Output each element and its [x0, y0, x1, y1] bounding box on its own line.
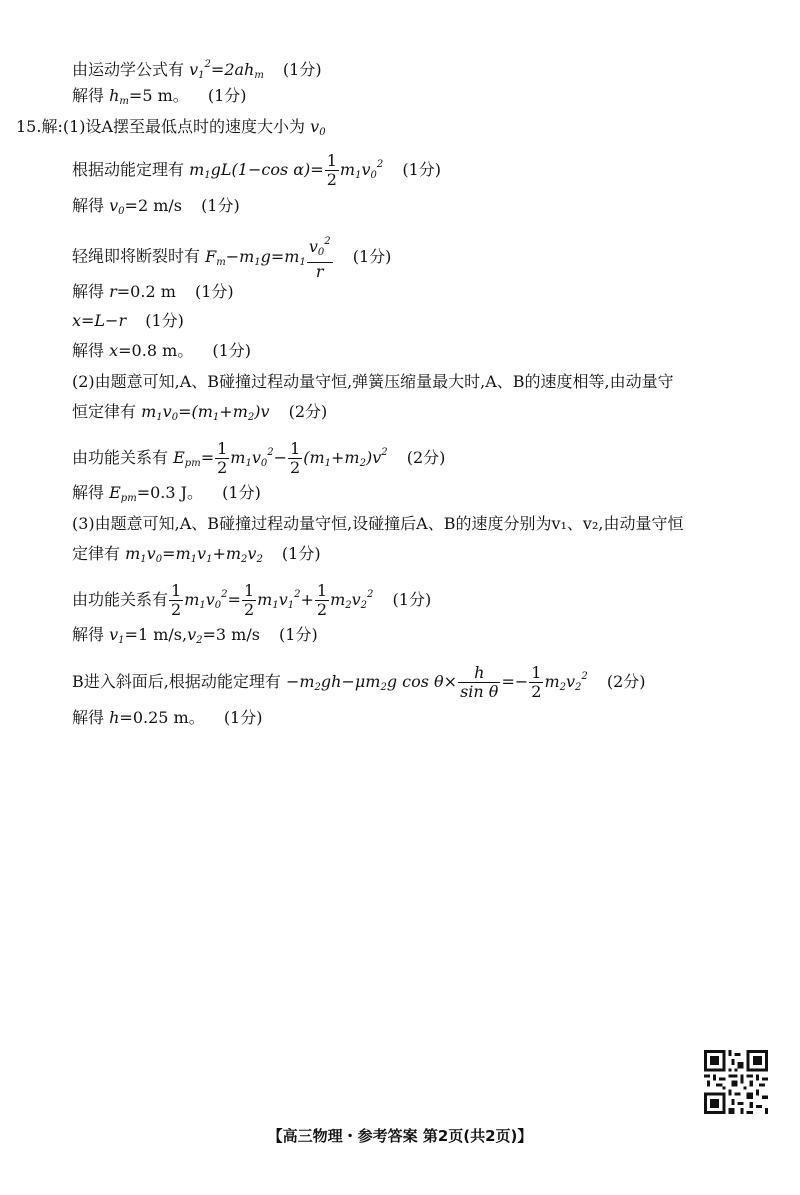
score: (2分) [606, 672, 646, 691]
answer-line: (2)由题意可知,A、B碰撞过程动量守恒,弹簧压缩量最大时,A、B的速度相等,由动量守 [72, 372, 674, 391]
score: (2分) [288, 402, 328, 421]
answer-line: 由功能关系有 $E_{pm}=$ $\frac{1}{2}$ $m_1v_0^2-$ $\frac{1}{2}$ $(m_1+m_2)v^2$ (2分) [72, 439, 446, 477]
score: (1分) [279, 625, 318, 644]
score: (1分) [392, 590, 432, 609]
score: (2分) [406, 448, 446, 467]
answer-line: 由运动学公式有 $v_1^2=2ah_m$ (1分) [72, 59, 322, 81]
score: (1分) [194, 282, 234, 301]
answer-line: 解得 $v_0=2$ m/s (1分) [72, 196, 240, 217]
answer-line: (3)由题意可知,A、B碰撞过程动量守恒,设碰撞后A、B的速度分别为v₁、v₂,由动量守恒 [72, 514, 684, 533]
score: (1分) [201, 196, 240, 215]
formula: $m_1gL(1-\cos$ α)= [189, 160, 324, 181]
answer-line: 轻绳即将断裂时有 $F_m-m_1g=m_1$ $\frac{v_0^2}{r}$ (1分) [72, 233, 391, 281]
answer-line: 定律有 $m_1v_0=m_1v_1+m_2v_2$ (1分) [72, 544, 321, 565]
answer-line: 由功能关系有 $\frac{1}{2}$ $m_1v_0^2=$ $\frac{1}{2}$ $m_1v_1^2+$ $\frac{1}{2}$ $m_2v_2^2$ (1分) [72, 581, 432, 619]
formula: $v_0$ [109, 196, 125, 217]
formula: $m_1v_0=m_1v_1+m_2v_2$ [125, 544, 263, 565]
qr-code [704, 1050, 768, 1114]
score: (1分) [352, 246, 392, 266]
page-footer: 【高三物理・参考答案 第2页(共2页)】 [267, 1127, 533, 1145]
score: (1分) [145, 311, 184, 330]
score: (1分) [281, 544, 321, 563]
score: (1分) [223, 708, 263, 727]
answer-line [72, 311, 184, 331]
score: (1分) [282, 60, 322, 79]
answer-line: 解得 x=0.8 m。 (1分) [72, 341, 252, 360]
formula: x=L−r [72, 311, 127, 330]
formula: $h_m$ [109, 86, 129, 107]
score: (1分) [222, 483, 261, 502]
formula: $E_{pm}=$ [173, 448, 215, 469]
answer-line: 解得 $v_1=1$ $m/s,v_2=3$ m/s (1分) [72, 625, 318, 646]
answer-line: B进入斜面后,根据动能定理有 $-m_2gh-\mu m_2g$ cos θ× $\frac{h}{\text{sin θ}}$ =− $\frac{1}{2}$ $m_2v_2^2$ (2分) [72, 663, 646, 701]
score: (1分) [212, 341, 252, 360]
formula: $m_1v_0=(m_1+m_2)v$ [141, 402, 270, 423]
score: (1分) [402, 160, 441, 179]
formula: $v_1^2=2ah_m$ [189, 59, 264, 81]
answer-line: 恒定律有 $m_1v_0=(m_1+m_2)v$ (2分) [72, 402, 328, 423]
formula: $-m_2gh-\mu m_2g$ cos θ× [285, 672, 458, 693]
formula: $F_m-m_1g=m_1$ [205, 246, 306, 268]
answer-line: 解得 h=0.25 m。 (1分) [72, 708, 263, 727]
score: (1分) [207, 86, 247, 105]
question-heading: 15.解:(1)设A摆至最低点时的速度大小为 $v_0$ [16, 117, 326, 138]
answer-line: 解得 r=0.2 m (1分) [72, 282, 234, 301]
answer-line: 解得 $h_m=5$ m。 (1分) [72, 86, 247, 107]
answer-line: 解得 $E_{pm}=0.3$ J。 (1分) [72, 483, 261, 504]
answer-line: 根据动能定理有 $m_1gL(1-\cos$ α)= $\frac{1}{2}$ $m_1v_0^2$ (1分) [72, 151, 441, 189]
